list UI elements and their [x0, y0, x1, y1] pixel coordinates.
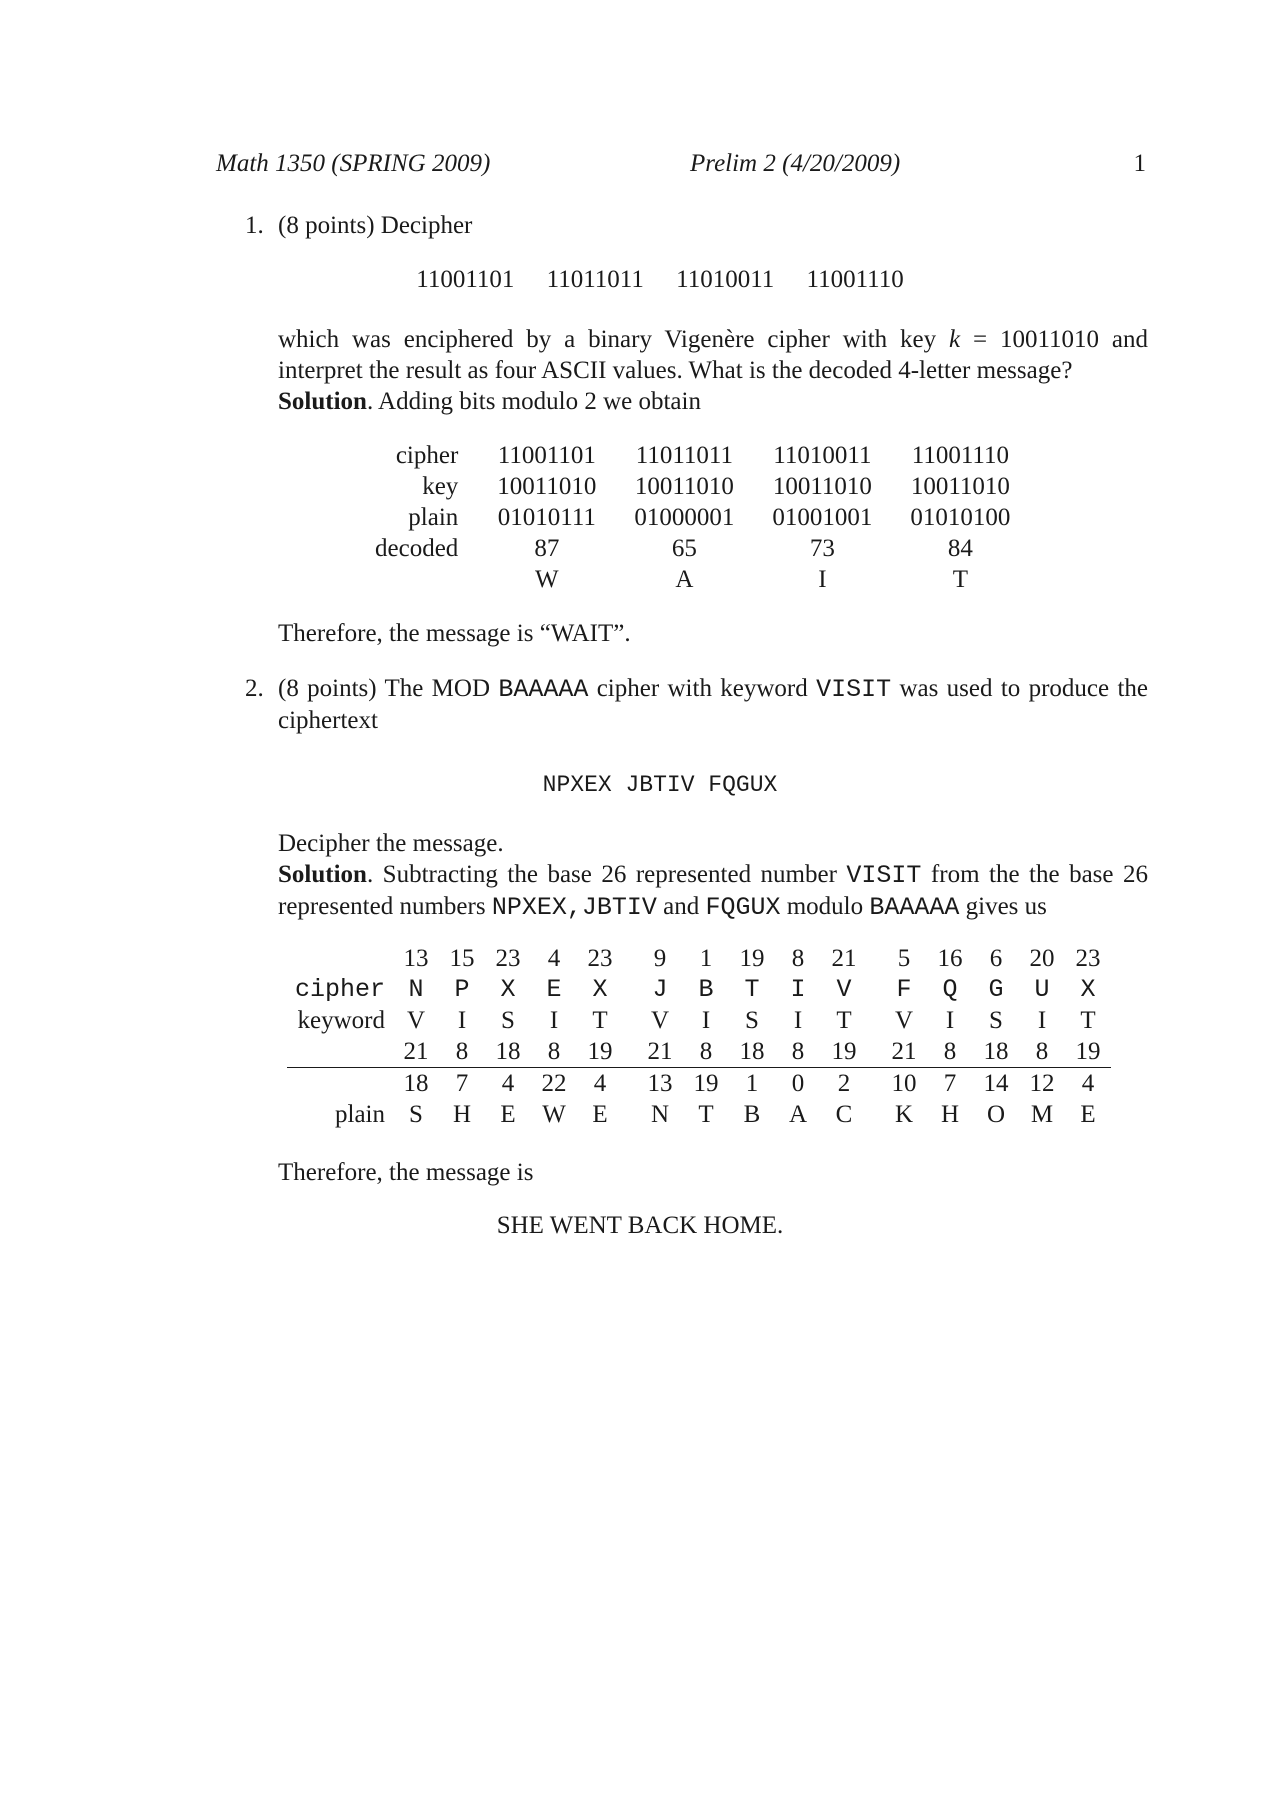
table-cell: 5 — [897, 944, 911, 972]
table-cell: X — [1080, 975, 1096, 1004]
table-cell: V — [894, 1006, 914, 1034]
table-cell: T — [592, 1006, 608, 1034]
row-label — [287, 1068, 393, 1100]
row-label: cipher — [395, 441, 459, 469]
column-gap — [867, 943, 881, 974]
row-label: keyword — [297, 1006, 385, 1034]
table-cell: 13 — [403, 944, 429, 972]
table-cell: 84 — [947, 534, 973, 562]
table-cell: 19 — [821, 1036, 867, 1068]
table-cell: B — [698, 975, 714, 1004]
table-cell: H — [452, 1100, 472, 1128]
table-row — [375, 502, 1029, 533]
column-gap — [623, 1036, 637, 1068]
row-label: plain — [408, 503, 459, 531]
table-row — [287, 1005, 1111, 1036]
table-cell: 87 — [534, 534, 560, 562]
column-gap — [623, 943, 637, 974]
table-cell: T — [744, 975, 760, 1004]
problem-number: 2. — [245, 675, 264, 702]
table-cell: 4 — [501, 1069, 515, 1097]
prompt-part: was used to produce the ciphertext — [278, 675, 1148, 734]
keyword: VISIT — [816, 675, 892, 704]
table-cell: 21 — [831, 944, 857, 972]
row-label — [375, 564, 478, 595]
table-cell: I — [818, 565, 827, 593]
problem-prompt — [278, 673, 1148, 736]
table-row — [375, 564, 1029, 595]
row-label — [287, 1036, 393, 1068]
column-gap — [867, 1036, 881, 1068]
table-cell: T — [1080, 1006, 1096, 1034]
solution-keyword: VISIT — [846, 861, 922, 890]
table-cell: I — [945, 1006, 955, 1034]
solution-part: and — [656, 893, 706, 920]
problem-prompt: (8 points) Decipher — [278, 212, 473, 239]
table-cell: 4 — [1081, 1069, 1095, 1097]
table-cell: P — [454, 975, 470, 1004]
table-cell: 01010111 — [497, 503, 596, 531]
table-cell: 10011010 — [497, 472, 597, 500]
table-cell: S — [409, 1100, 423, 1128]
solution-last: FQGUX — [705, 893, 781, 922]
table-cell: 6 — [989, 944, 1003, 972]
table-row — [287, 1099, 1111, 1130]
table-cell: 11001101 — [497, 441, 596, 469]
table-cell: 19 — [577, 1036, 623, 1068]
table-cell: I — [457, 1006, 467, 1034]
table-cell: 9 — [653, 944, 667, 972]
table-cell: I — [793, 1006, 803, 1034]
row-label: decoded — [375, 534, 459, 562]
table-cell: 23 — [495, 944, 521, 972]
solution-text: . Adding bits modulo 2 we obtain — [366, 388, 701, 415]
table-cell: 14 — [983, 1069, 1009, 1097]
table-cell: F — [896, 975, 912, 1004]
column-gap — [867, 1099, 881, 1130]
table-cell: I — [1037, 1006, 1047, 1034]
table-cell: G — [988, 975, 1004, 1004]
modulus-word: BAAAAA — [498, 675, 589, 704]
table-cell: 18 — [973, 1036, 1019, 1068]
solution-label: Solution — [278, 388, 367, 415]
table-cell: T — [836, 1006, 852, 1034]
table-cell: S — [501, 1006, 515, 1034]
table-cell: C — [835, 1100, 853, 1128]
conclusion-text: Therefore, the message is “WAIT”. — [278, 620, 631, 647]
table-row — [287, 1068, 1111, 1100]
instruction-text: Decipher the message. — [278, 830, 504, 857]
table-cell: 1 — [745, 1069, 759, 1097]
table-row — [287, 943, 1111, 974]
table-cell: A — [675, 565, 694, 593]
table-row — [375, 440, 1029, 471]
mod-cipher-table — [287, 943, 1111, 1130]
table-row — [375, 471, 1029, 502]
row-label: plain — [335, 1100, 385, 1128]
column-gap — [867, 1068, 881, 1100]
table-cell: 19 — [1065, 1036, 1111, 1068]
table-cell: 21 — [637, 1036, 683, 1068]
table-cell: U — [1034, 975, 1050, 1004]
table-cell: 19 — [693, 1069, 719, 1097]
table-cell: 8 — [1019, 1036, 1065, 1068]
table-cell: 8 — [927, 1036, 973, 1068]
table-cell: A — [788, 1100, 808, 1128]
table-cell: 1 — [699, 944, 713, 972]
table-cell: E — [500, 1100, 516, 1128]
row-label: cipher — [294, 975, 385, 1004]
description-part: = 10011010 and interpret the result as four ASCII values. What is the decoded 4-letter message? — [278, 326, 1148, 384]
table-cell: 15 — [449, 944, 475, 972]
cipher-block: 11010011 — [676, 266, 775, 293]
table-cell: 01010100 — [910, 503, 1011, 531]
table-cell: S — [989, 1006, 1003, 1034]
table-cell: 11001110 — [911, 441, 1009, 469]
table-cell: E — [546, 975, 562, 1004]
prompt-part: (8 points) The MOD — [278, 675, 499, 702]
column-gap — [623, 1068, 637, 1100]
table-cell: 18 — [485, 1036, 531, 1068]
table-cell: 4 — [547, 944, 561, 972]
table-cell: I — [549, 1006, 559, 1034]
table-cell: 21 — [393, 1036, 439, 1068]
solution-part: modulo — [780, 893, 870, 920]
table-cell: S — [745, 1006, 759, 1034]
cipher-block: 11011011 — [546, 266, 644, 293]
table-cell: 0 — [791, 1069, 805, 1097]
table-cell: 12 — [1029, 1069, 1055, 1097]
solution-numbers: NPXEX,JBTIV — [491, 893, 657, 922]
description-part: which was enciphered by a binary Vigenère cipher with key — [278, 326, 949, 353]
table-cell: X — [500, 975, 516, 1004]
table-cell: 18 — [729, 1036, 775, 1068]
table-cell: 8 — [775, 1036, 821, 1068]
column-gap — [867, 974, 881, 1005]
table-cell: I — [790, 975, 806, 1004]
table-cell: N — [408, 975, 424, 1004]
table-cell: B — [743, 1100, 761, 1128]
table-cell: 01000001 — [634, 503, 735, 531]
table-cell: E — [592, 1100, 608, 1128]
table-cell: T — [698, 1100, 714, 1128]
table-cell: V — [836, 975, 852, 1004]
ciphertext: NPXEX JBTIV FQGUX — [542, 772, 778, 798]
table-cell: I — [701, 1006, 711, 1034]
table-cell: 21 — [881, 1036, 927, 1068]
column-gap — [867, 1005, 881, 1036]
table-cell: 65 — [671, 534, 697, 562]
table-cell: V — [406, 1006, 426, 1034]
table-cell: O — [986, 1100, 1006, 1128]
table-cell: M — [1030, 1100, 1054, 1128]
row-label — [287, 943, 393, 974]
prompt-part: cipher with keyword — [588, 675, 817, 702]
problem-1-description — [278, 324, 1148, 417]
table-cell: 11010011 — [773, 441, 872, 469]
table-cell: 13 — [647, 1069, 673, 1097]
table-cell: 7 — [943, 1069, 957, 1097]
table-cell: 10011010 — [772, 472, 872, 500]
page-number: 1 — [1133, 150, 1146, 177]
conclusion-text: Therefore, the message is — [278, 1159, 534, 1186]
table-cell: 8 — [531, 1036, 577, 1068]
table-cell: 16 — [937, 944, 963, 972]
table-cell: 22 — [541, 1069, 567, 1097]
solution-label: Solution — [278, 861, 367, 888]
table-cell: 10011010 — [910, 472, 1010, 500]
table-cell: V — [650, 1006, 670, 1034]
column-gap — [623, 1099, 637, 1130]
table-cell: 01001001 — [772, 503, 873, 531]
binary-ciphertext — [20, 266, 1280, 294]
table-cell: 23 — [587, 944, 613, 972]
table-row — [287, 974, 1111, 1005]
table-cell: 23 — [1075, 944, 1101, 972]
table-cell: 7 — [455, 1069, 469, 1097]
table-cell: T — [952, 565, 969, 593]
exam-title: Prelim 2 (4/20/2009) — [690, 150, 901, 177]
solution-part: gives us — [959, 893, 1047, 920]
table-cell: 4 — [593, 1069, 607, 1097]
table-cell: 8 — [683, 1036, 729, 1068]
table-cell: W — [542, 1100, 566, 1128]
final-answer: SHE WENT BACK HOME. — [496, 1212, 784, 1239]
table-cell: 19 — [739, 944, 765, 972]
table-cell: N — [650, 1100, 670, 1128]
table-cell: Q — [942, 975, 958, 1004]
table-cell: 18 — [403, 1069, 429, 1097]
table-cell: E — [1080, 1100, 1096, 1128]
table-cell: J — [652, 975, 668, 1004]
column-gap — [623, 974, 637, 1005]
table-cell: 8 — [791, 944, 805, 972]
table-cell: 20 — [1029, 944, 1055, 972]
solution-part: . Subtracting the base 26 represented number — [366, 861, 847, 888]
table-cell: 11011011 — [635, 441, 733, 469]
cipher-block: 11001110 — [806, 266, 904, 293]
table-cell: W — [535, 565, 559, 593]
problem-number: 1. — [245, 212, 264, 239]
course-title: Math 1350 (SPRING 2009) — [216, 150, 491, 177]
solution-part: from the the base 26 represented numbers — [278, 861, 1148, 920]
table-cell: 8 — [439, 1036, 485, 1068]
key-symbol: k — [949, 326, 961, 353]
table-cell: 2 — [837, 1069, 851, 1097]
row-label: key — [422, 472, 459, 500]
cipher-block: 11001101 — [416, 266, 515, 293]
solution-modulus: BAAAAA — [869, 893, 960, 922]
table-cell: 10 — [891, 1069, 917, 1097]
vigenere-table — [375, 440, 1029, 595]
table-cell: X — [592, 975, 608, 1004]
problem-2-description — [278, 828, 1148, 923]
table-cell: K — [894, 1100, 914, 1128]
table-cell: 10011010 — [634, 472, 734, 500]
table-row — [287, 1036, 1111, 1068]
table-cell: H — [940, 1100, 960, 1128]
table-cell: 73 — [809, 534, 835, 562]
column-gap — [623, 1005, 637, 1036]
table-row — [375, 533, 1029, 564]
page-header — [216, 150, 1146, 184]
